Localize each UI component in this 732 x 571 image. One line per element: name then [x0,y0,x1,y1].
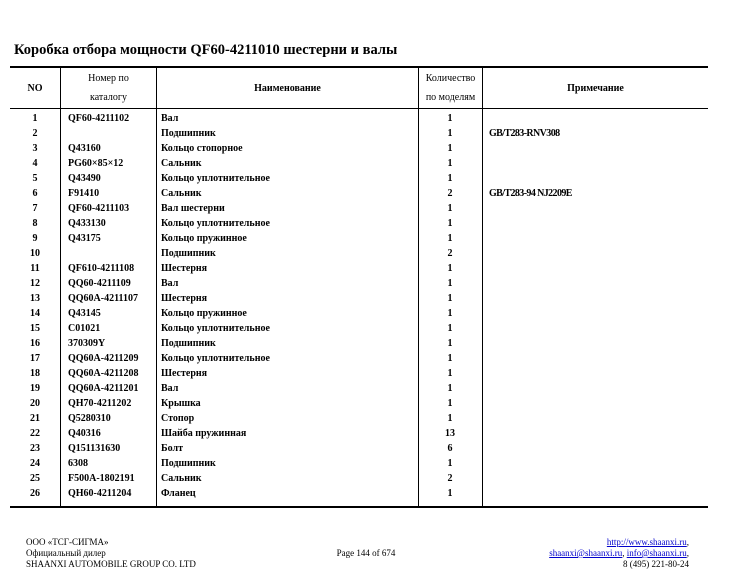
row-number: 24 [30,458,40,469]
catalog-number: QF60-4211103 [68,203,130,214]
quantity: 1 [447,278,453,289]
table-row [10,366,708,381]
table-row [10,486,708,501]
quantity: 1 [447,113,453,124]
table-row [10,351,708,366]
quantity: 1 [447,353,453,364]
table-row [10,411,708,426]
row-number: 2 [32,128,38,139]
quantity: 1 [447,158,453,169]
row-number: 9 [32,233,38,244]
catalog-number: QH70-4211202 [68,398,132,409]
catalog-number: F500A-1802191 [68,473,135,484]
quantity: 1 [447,458,453,469]
table-row [10,471,708,486]
quantity: 1 [447,218,453,229]
catalog-number: QF60-4211102 [68,113,130,124]
table-row [10,261,708,276]
row-number: 13 [30,293,40,304]
part-name: Кольцо пружинное [161,233,247,244]
row-number: 11 [30,263,40,274]
row-number: 21 [30,413,40,424]
catalog-number: Q43145 [68,308,101,319]
catalog-number: Q43160 [68,143,101,154]
part-name: Шестерня [161,263,208,274]
quantity: 1 [447,488,453,499]
email-link-shaanxi[interactable]: shaanxi@shaanxi.ru [549,548,623,558]
header-quantity: Количество по моделям [425,73,476,103]
quantity: 1 [447,338,453,349]
table-row [10,276,708,291]
table-row [10,171,708,186]
table-row [10,336,708,351]
part-name: Кольцо уплотнительное [161,323,270,334]
table-row [10,201,708,216]
catalog-number: C01021 [68,323,101,334]
quantity: 1 [447,413,453,424]
row-number: 19 [30,383,40,394]
catalog-number: QQ60A-4211107 [68,293,139,304]
header-rule [10,108,708,109]
part-name: Вал шестерни [161,203,225,214]
part-name: Сальник [161,188,202,199]
part-name: Шестерня [161,293,208,304]
table-row [10,111,708,126]
catalog-number: QF610-4211108 [68,263,135,274]
row-number: 23 [30,443,40,454]
note: GB/T283-94 NJ2209E [489,188,572,199]
part-name: Вал [161,113,179,124]
catalog-number: PG60×85×12 [68,158,124,169]
footer-dealer: Официальный дилер [26,548,106,558]
page-title: Коробка отбора мощности QF60-4211010 шестерни и валы [14,42,398,58]
table-bottom-rule [10,506,708,508]
part-name: Шестерня [161,368,208,379]
part-name: Вал [161,383,179,394]
quantity: 1 [447,323,453,334]
row-number: 14 [30,308,40,319]
quantity: 1 [447,263,453,274]
part-name: Сальник [161,473,202,484]
email-link-info[interactable]: info@shaanxi.ru [626,548,687,558]
table-row [10,441,708,456]
part-name: Кольцо уплотнительное [161,353,270,364]
catalog-number: QQ60A-4211209 [68,353,139,364]
table-row [10,396,708,411]
row-number: 25 [30,473,40,484]
quantity: 1 [447,173,453,184]
quantity: 2 [447,473,453,484]
header-no: NO [27,82,43,94]
row-number: 17 [30,353,40,364]
quantity: 2 [447,248,453,259]
catalog-number: Q433130 [68,218,106,229]
table-row [10,426,708,441]
table-row [10,156,708,171]
catalog-number: Q43490 [68,173,101,184]
part-name: Подшипник [161,338,216,349]
row-number: 12 [30,278,40,289]
header-name: Наименование [254,82,321,94]
part-name: Подшипник [161,128,216,139]
part-name: Кольцо уплотнительное [161,218,270,229]
quantity: 1 [447,233,453,244]
table-row [10,231,708,246]
quantity: 1 [447,398,453,409]
table-row [10,321,708,336]
part-name: Сальник [161,158,202,169]
table-row [10,306,708,321]
table-row [10,246,708,261]
row-number: 3 [32,143,38,154]
row-number: 4 [32,158,38,169]
row-number: 1 [32,113,38,124]
catalog-number: 6308 [68,458,88,469]
table-row [10,291,708,306]
header-note: Примечание [567,82,624,94]
table-row [10,186,708,201]
catalog-number: QQ60-4211109 [68,278,131,289]
part-name: Вал [161,278,179,289]
quantity: 1 [447,383,453,394]
catalog-number: Q151131630 [68,443,121,454]
part-name: Болт [161,443,184,454]
row-number: 18 [30,368,40,379]
part-name: Фланец [161,488,196,499]
part-name: Шайба пружинная [161,428,247,439]
quantity: 1 [447,203,453,214]
catalog-number: Q40316 [68,428,101,439]
row-number: 8 [32,218,38,229]
footer-group: SHAANXI AUTOMOBILE GROUP CO. LTD [26,559,196,569]
footer-contacts: http://www.shaanxi.ru, shaanxi@shaanxi.ru, info@shaanxi.ru, 8 (495) 221-80-24 [549,537,689,569]
footer-phone: 8 (495) 221-80-24 [623,559,689,569]
table-row [10,141,708,156]
part-name: Стопор [161,413,195,424]
quantity: 2 [447,188,453,199]
catalog-number: QH60-4211204 [68,488,132,499]
part-name: Кольцо стопорное [161,143,243,154]
quantity: 6 [447,443,453,454]
quantity: 1 [447,368,453,379]
row-number: 6 [32,188,38,199]
footer-company: ООО «ТСГ-СИГМА» [26,537,109,547]
table-row [10,126,708,141]
catalog-number: QQ60A-4211201 [68,383,139,394]
table-row [10,381,708,396]
catalog-number: 370309Y [68,338,106,349]
row-number: 22 [30,428,40,439]
part-name: Крышка [161,398,201,409]
catalog-number: Q43175 [68,233,101,244]
page-number: Page 144 of 674 [336,548,396,558]
row-number: 26 [30,488,40,499]
part-name: Подшипник [161,458,216,469]
website-link[interactable]: http://www.shaanxi.ru [606,537,687,547]
quantity: 1 [447,293,453,304]
parts-table-body [10,111,708,501]
row-number: 20 [30,398,40,409]
catalog-number: QQ60A-4211208 [68,368,139,379]
quantity: 1 [447,143,453,154]
row-number: 15 [30,323,40,334]
row-number: 5 [32,173,38,184]
quantity: 1 [447,128,453,139]
note: GB/T283-RNV308 [489,128,560,139]
row-number: 16 [30,338,40,349]
quantity: 13 [445,428,455,439]
row-number: 10 [30,248,40,259]
part-name: Подшипник [161,248,216,259]
table-row [10,456,708,471]
part-name: Кольцо пружинное [161,308,247,319]
part-name: Кольцо уплотнительное [161,173,270,184]
catalog-number: Q5280310 [68,413,111,424]
catalog-number: F91410 [68,188,100,199]
quantity: 1 [447,308,453,319]
table-row [10,216,708,231]
header-catalog-number: Номер по каталогу [88,73,129,103]
row-number: 7 [32,203,38,214]
